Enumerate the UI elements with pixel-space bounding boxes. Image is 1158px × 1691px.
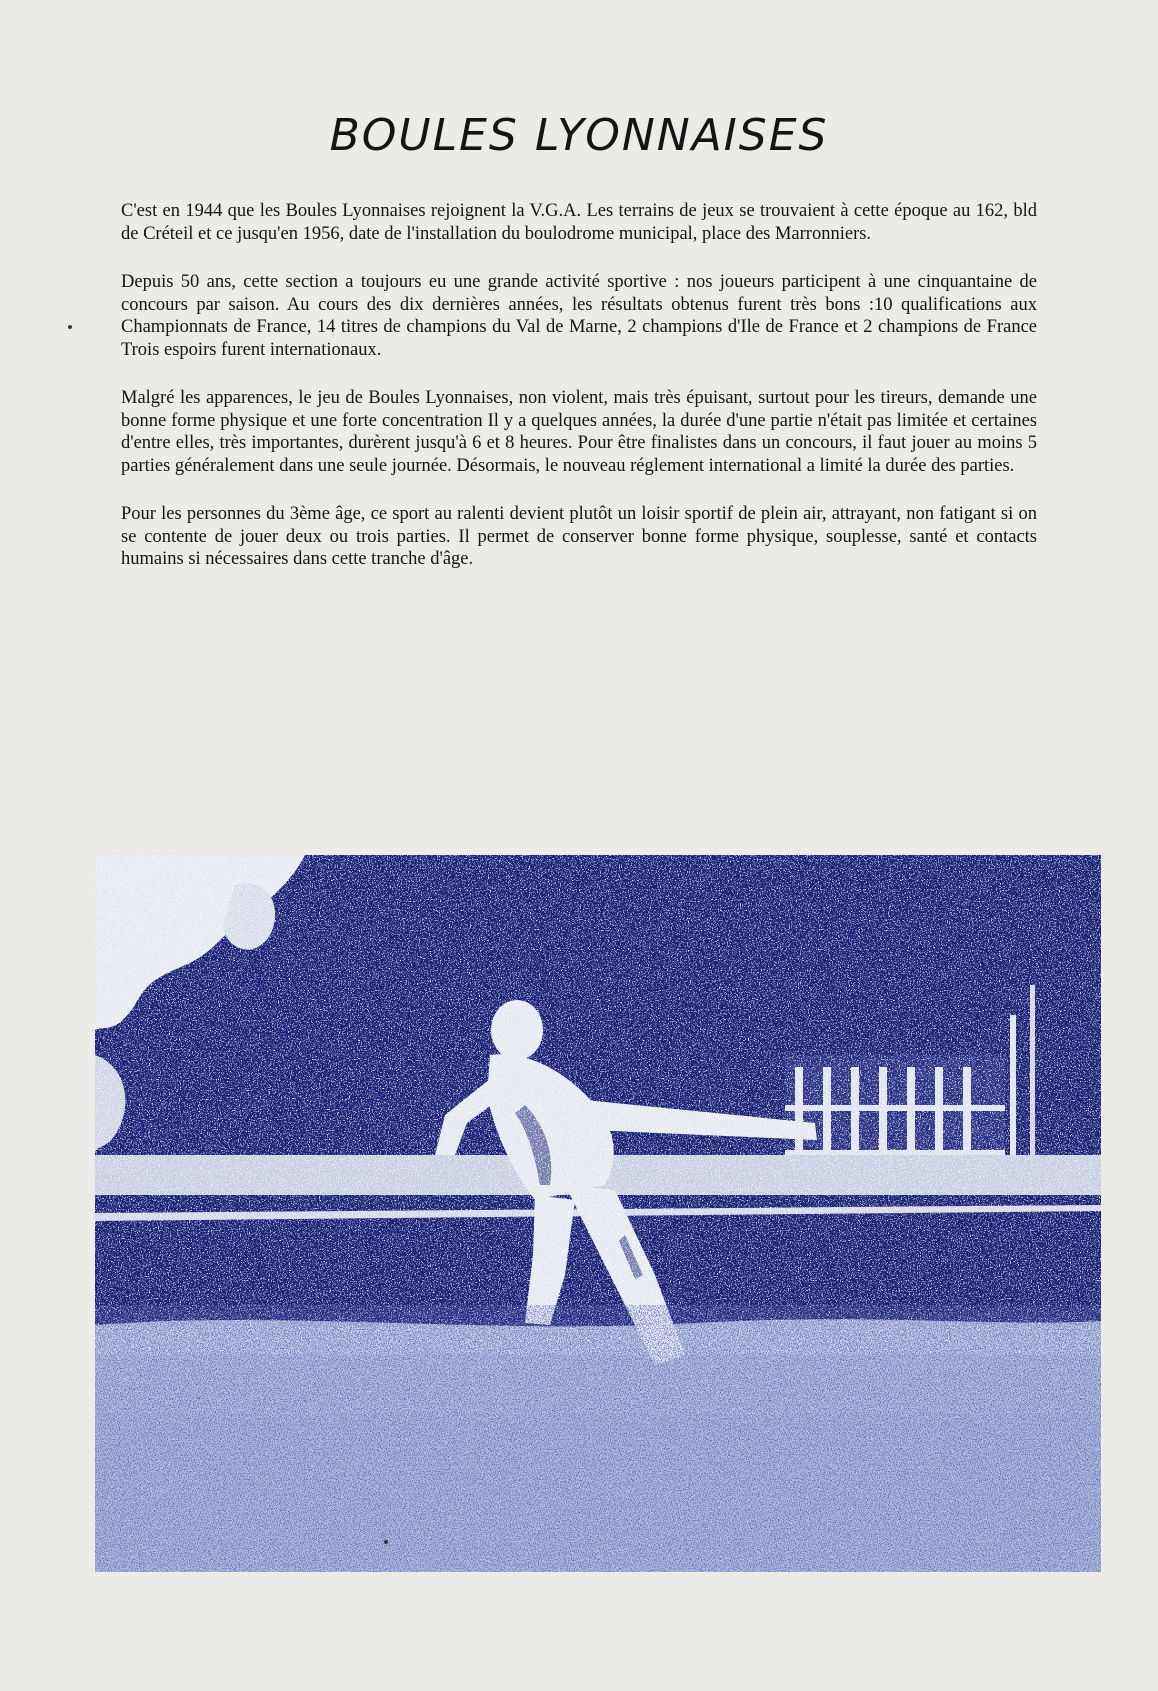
paragraph-4: Pour les personnes du 3ème âge, ce sport au ralenti devient plutôt un loisir sportif de plein air, attrayant, non fatigant si on se contente de jouer deux ou trois parties. Il permet de conserver bonne forme physique, souplesse, santé et contacts humains si nécessaires dans cette tranche d'âge. <box>121 504 1037 569</box>
paragraph-1: C'est en 1944 que les Boules Lyonnaises rejoignent la V.G.A. Les terrains de jeux se trouvaient à cette époque au 162, bld de Créteil et ce jusqu'en 1956, date de l'installation du boulodrome municipal, place des Marronniers. <box>121 201 1037 244</box>
scan-speck <box>68 325 72 329</box>
scan-speck <box>384 1540 388 1544</box>
paragraph-3: Malgré les apparences, le jeu de Boules Lyonnaises, non violent, mais très épuisant, surtout pour les tireurs, demande une bonne forme physique et une forte concentration Il y a quelques années, la durée d'une partie n'était pas limitée et certaines d'entre elles, très importantes, durèrent jusqu'à 6 et 8 heures. Pour être finalistes dans un concours, il faut jouer au moins 5 parties généralement dans une seule journée. Désormais, le nouveau réglement international a limité la durée des parties. <box>121 388 1037 476</box>
page-title: BOULES LYONNAISES <box>329 110 829 161</box>
paragraph-2: Depuis 50 ans, cette section a toujours eu une grande activité sportive : nos joueurs participent à une cinquantaine de concours par saison. Au cours des dix dernières années, les résultats obtenus furent très bons :10 qualifications aux Championnats de France, 14 titres de champions du Val de Marne, 2 champions d'Ile de France et 2 champions de France Trois espoirs furent internationaux. <box>121 272 1037 360</box>
article-body <box>121 200 1037 597</box>
boules-player-photo <box>95 855 1101 1572</box>
